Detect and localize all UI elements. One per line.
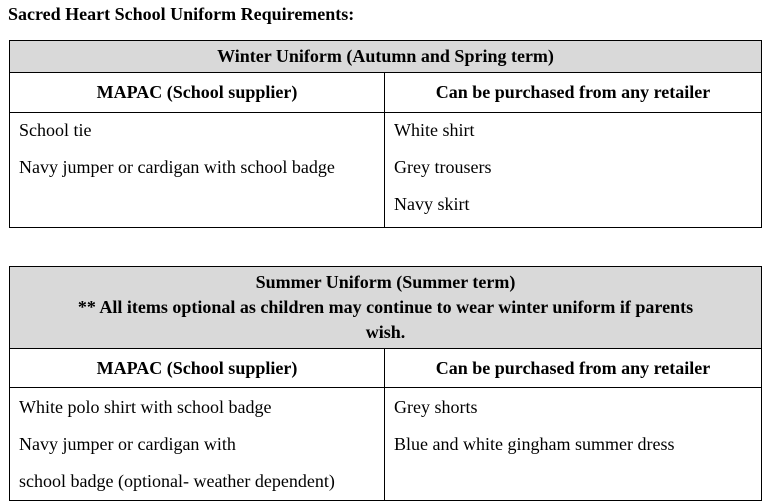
summer-retailer-items [385,388,762,501]
winter-uniform-table [9,40,762,228]
list-item: Blue and white gingham summer dress [394,434,675,454]
list-item: Navy skirt [394,194,470,214]
list-item: Grey shorts [394,397,478,417]
summer-heading-text: Summer Uniform (Summer term) [255,272,516,292]
summer-supplier-column-header: MAPAC (School supplier) [10,349,385,388]
winter-retailer-column-header: Can be purchased from any retailer [385,73,762,113]
summer-note-line-1: ** All items optional as children may continue to wear winter uniform if parents [77,297,694,317]
summer-uniform-heading [10,267,762,349]
page-title: Sacred Heart School Uniform Requirements: [8,4,355,24]
list-item: Grey trousers [394,157,492,177]
winter-retailer-items [385,113,762,228]
winter-uniform-heading [10,41,762,73]
winter-supplier-column-header: MAPAC (School supplier) [10,73,385,113]
list-item: school badge (optional- weather dependent) [19,471,335,491]
summer-retailer-column-header: Can be purchased from any retailer [385,349,762,388]
list-item: School tie [19,120,92,140]
list-item: Navy jumper or cardigan with [19,434,236,454]
summer-uniform-table [9,266,762,501]
winter-heading-text: Winter Uniform (Autumn and Spring term) [217,46,554,66]
list-item: Navy jumper or cardigan with school badge [19,157,335,177]
list-item: White polo shirt with school badge [19,397,272,417]
winter-supplier-items [10,113,385,228]
summer-note-line-2: wish. [365,322,406,342]
summer-supplier-items [10,388,385,501]
list-item: White shirt [394,120,475,140]
